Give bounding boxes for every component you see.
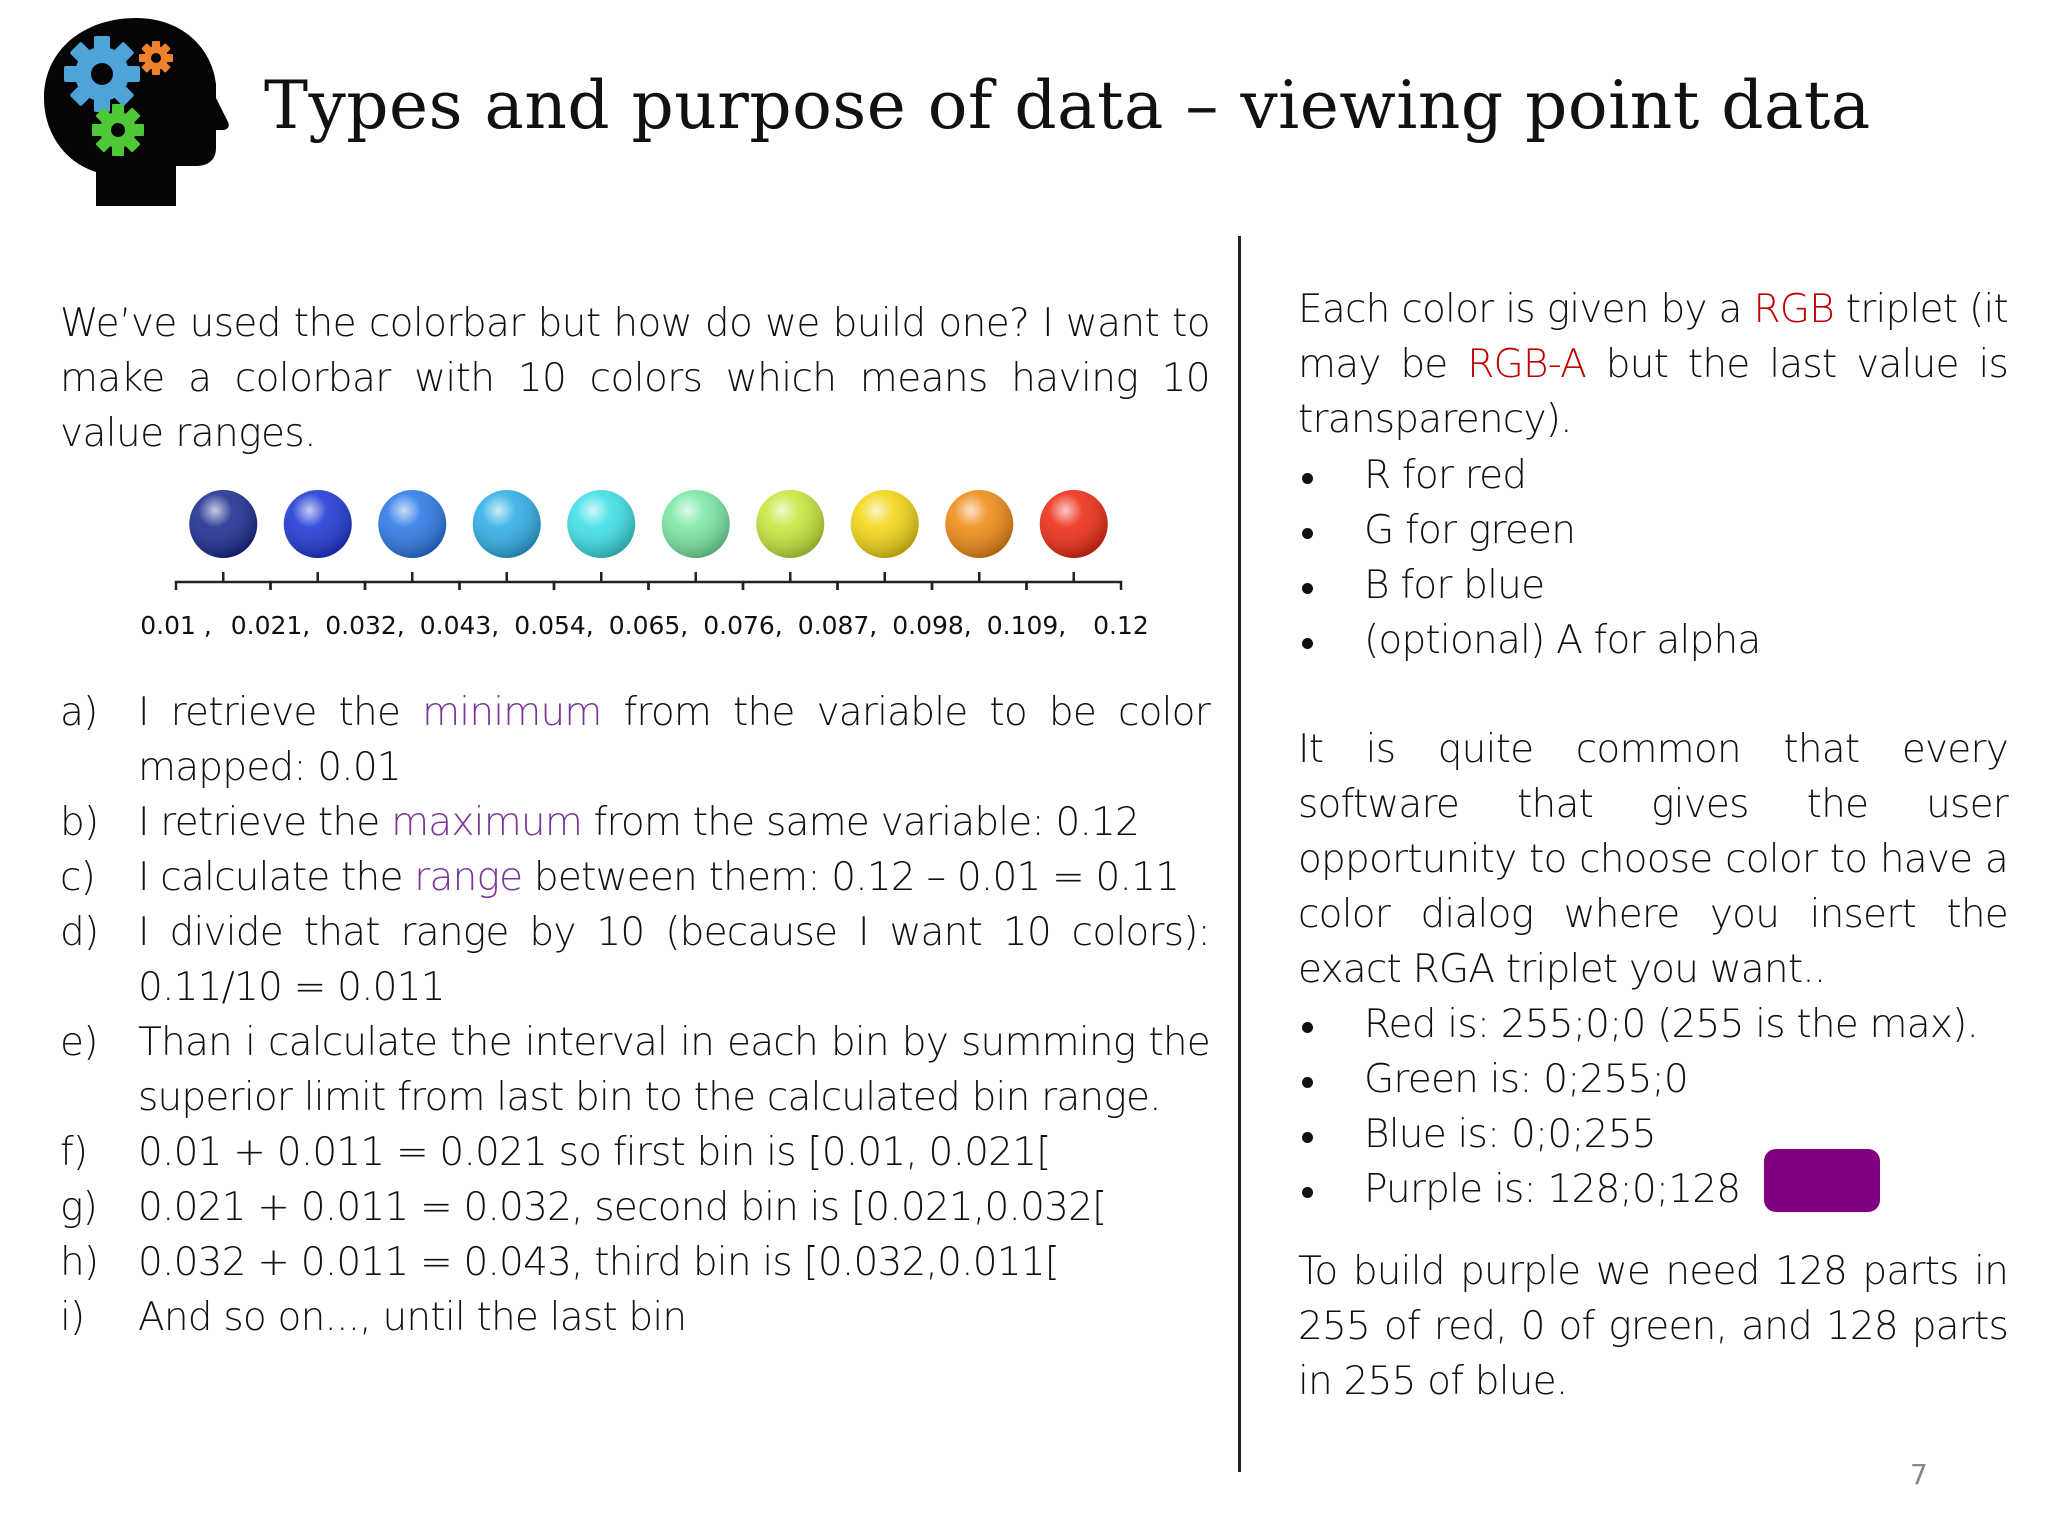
colorbar-swatch	[945, 490, 1013, 558]
step-text-after: from the variable to be color mapped: 0.01	[138, 690, 1210, 790]
channel-bullet-list	[1298, 448, 2008, 668]
step-marker: d)	[60, 910, 99, 955]
step-item	[60, 795, 1210, 850]
colorbar-bracket	[271, 572, 366, 590]
step-text-before: And so on..., until the last bin	[138, 1295, 687, 1340]
color-dialog-text: It is quite common that every software that gives the user opportunity to choose color to have a color dialog where you insert the exact RGA triplet you want..	[1298, 727, 2008, 992]
green-gear-icon	[92, 104, 144, 156]
step-highlight-term: maximum	[391, 800, 583, 845]
step-text	[138, 795, 1210, 850]
step-text-before: Than i calculate the interval in each bin by summing the superior limit from last bin to the calculated bin range.	[138, 1020, 1210, 1120]
orange-gear-icon	[139, 41, 173, 75]
step-text	[138, 1290, 1210, 1345]
step-highlight-term: minimum	[422, 690, 602, 735]
step-marker: g)	[60, 1185, 98, 1230]
rgb-text-1: Each color is given by a	[1298, 287, 1754, 332]
step-text-before: 0.032 + 0.011 = 0.043, third bin is [0.032,0.011[	[138, 1240, 1060, 1285]
step-marker: a)	[60, 690, 98, 735]
step-text-after: between them: 0.12 – 0.01 = 0.11	[522, 855, 1180, 900]
color-example-list	[1298, 997, 2008, 1217]
bullet-green-channel: G for green	[1298, 503, 2008, 558]
step-item	[60, 905, 1210, 1015]
column-divider	[1238, 236, 1241, 1472]
head-with-gears-icon	[36, 14, 228, 210]
colorbar-tick-label: 0.12	[1093, 611, 1149, 640]
colorbar-diagram	[130, 476, 1149, 656]
step-marker: i)	[60, 1295, 85, 1340]
rgb-text-3: but the last value is transparency).	[1298, 342, 2008, 442]
colorbar-bracket	[365, 572, 460, 590]
colorbar-bracket	[838, 572, 933, 590]
step-text-after: from the same variable: 0.12	[582, 800, 1140, 845]
colorbar-bracket	[1027, 572, 1122, 590]
bullet-red-channel: R for red	[1298, 448, 2008, 503]
step-text	[138, 905, 1210, 1015]
colorbar-tick-label: 0.098,	[892, 611, 972, 640]
step-text	[138, 850, 1210, 905]
bullet-red-example: Red is: 255;0;0 (255 is the max).	[1298, 997, 2008, 1052]
step-text	[138, 1015, 1210, 1125]
colorbar-bracket	[176, 572, 271, 590]
colorbar-tick-label: 0.043,	[419, 611, 500, 640]
step-marker: b)	[60, 800, 99, 845]
step-item	[60, 1180, 1210, 1235]
step-text-before: I divide that range by 10 (because I want 10 colors): 0.11/10 = 0.011	[138, 910, 1210, 1010]
colorbar-swatch	[567, 490, 635, 558]
colorbar-swatch	[662, 490, 730, 558]
step-marker: e)	[60, 1020, 98, 1065]
step-item	[60, 1235, 1210, 1290]
step-text	[138, 1125, 1210, 1180]
colorbar-swatch	[189, 490, 257, 558]
blue-gear-icon	[64, 36, 140, 112]
colorbar-swatch	[473, 490, 541, 558]
colorbar-bracket	[743, 572, 838, 590]
bullet-purple-example: Purple is: 128;0;128	[1298, 1162, 2008, 1217]
colorbar-swatch	[756, 490, 824, 558]
colorbar-tick-label: 0.032,	[325, 611, 405, 640]
colorbar-bracket	[554, 572, 649, 590]
steps-list	[60, 685, 1210, 1345]
step-marker: c)	[60, 855, 96, 900]
page-number: 7	[1910, 1458, 1928, 1491]
step-text	[138, 1235, 1210, 1290]
step-text-before: I calculate the	[138, 855, 415, 900]
step-text-before: 0.01 + 0.011 = 0.021 so first bin is [0.01, 0.021[	[138, 1130, 1051, 1175]
colorbar-tick-label: 0.054,	[514, 611, 594, 640]
step-item	[60, 1125, 1210, 1180]
step-item	[60, 685, 1210, 795]
colorbar-swatch	[378, 490, 446, 558]
rgb-explanation	[1298, 282, 2008, 447]
step-highlight-term: range	[414, 855, 523, 900]
rgb-term: RGB	[1753, 287, 1834, 332]
colorbar-bracket	[460, 572, 555, 590]
bullet-blue-example: Blue is: 0;0;255	[1298, 1107, 2008, 1162]
step-text-before: I retrieve the	[138, 690, 423, 735]
bullet-alpha-channel: (optional) A for alpha	[1298, 613, 2008, 668]
purple-explanation: To build purple we need 128 parts in 255 of red, 0 of green, and 128 parts in 255 of blue.	[1298, 1249, 2008, 1404]
colorbar-bracket	[649, 572, 744, 590]
colorbar-tick-label: 0.065,	[608, 611, 689, 640]
bullet-green-example: Green is: 0;255;0	[1298, 1052, 2008, 1107]
bullet-blue-channel: B for blue	[1298, 558, 2008, 613]
colorbar-swatch	[851, 490, 919, 558]
step-text	[138, 1180, 1210, 1235]
step-marker: h)	[60, 1240, 99, 1285]
colorbar-tick-label: 0.076,	[703, 611, 783, 640]
step-item	[60, 850, 1210, 905]
colorbar-swatch	[1040, 490, 1108, 558]
rgb-text-2: triplet (it may be	[1298, 287, 2008, 387]
colorbar-tick-label: 0.109,	[986, 611, 1067, 640]
colorbar-swatch	[284, 490, 352, 558]
colorbar-tick-label: 0.01 ,	[140, 611, 212, 640]
slide-title: Types and purpose of data – viewing point data	[264, 67, 1871, 144]
step-item	[60, 1015, 1210, 1125]
colorbar-tick-label: 0.021,	[230, 611, 311, 640]
purple-color-swatch	[1764, 1149, 1880, 1212]
rgba-term: RGB-A	[1467, 342, 1587, 387]
step-text-before: 0.021 + 0.011 = 0.032, second bin is [0.021,0.032[	[138, 1185, 1107, 1230]
colorbar-intro-text: We’ve used the colorbar but how do we build one? I want to make a colorbar with 10 colors which means having 10 value ranges.	[60, 301, 1210, 456]
step-marker: f)	[60, 1130, 88, 1175]
step-text	[138, 685, 1210, 795]
step-text-before: I retrieve the	[138, 800, 392, 845]
colorbar-tick-label: 0.087,	[797, 611, 878, 640]
colorbar-bracket	[932, 572, 1027, 590]
step-item	[60, 1290, 1210, 1345]
